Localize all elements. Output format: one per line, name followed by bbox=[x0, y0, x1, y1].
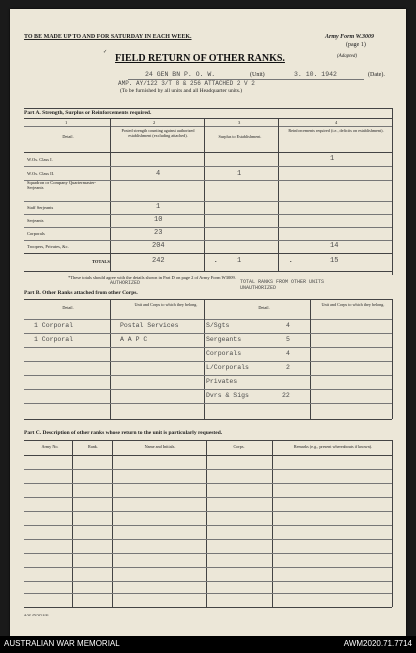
partb-col-detail-right: Detail. bbox=[258, 305, 270, 310]
totals-surplus: 1 bbox=[237, 257, 242, 265]
partc-col-armyno: Army No. bbox=[41, 444, 59, 449]
footer-right: AWM2020.71.7714 bbox=[343, 639, 412, 648]
furnished-note: (To be furnished by all units and all Headquarter units.) bbox=[120, 88, 243, 94]
handwritten-mark: ✓ bbox=[103, 50, 108, 55]
unit-value: 24 GEN BN P. O. W. bbox=[145, 71, 216, 78]
partc-col-name: Name and Initials. bbox=[144, 444, 176, 449]
partc-col-corps: Corps. bbox=[233, 444, 245, 449]
row-posted: 204 bbox=[152, 242, 165, 250]
form-page bbox=[10, 9, 406, 636]
partc-col-rank: Rank. bbox=[88, 444, 98, 449]
partc-title: Part C. Description of other ranks whose return to the unit is particularly requested. bbox=[24, 430, 223, 436]
row-detail: Corporals bbox=[27, 231, 45, 236]
partb-right-count: 4 bbox=[286, 350, 290, 357]
row-detail: Troopers, Privates, &c. bbox=[27, 244, 69, 249]
parta-col-detail: Detail. bbox=[62, 134, 74, 139]
date-value: 3. 10. 1942 bbox=[294, 71, 337, 78]
adapted-label: (Adapted) bbox=[337, 54, 357, 59]
amp-line: AMP. AY/122 3/T 8 & 256 ATTACHED 2 V 2 bbox=[118, 80, 255, 87]
col-num-4: 4 bbox=[335, 120, 338, 125]
partb-right-detail: L/Corporals bbox=[206, 364, 249, 371]
partb-right-count: 5 bbox=[286, 336, 290, 343]
archive-footer bbox=[0, 636, 416, 653]
top-note: TO BE MADE UP TO AND FOR SATURDAY IN EACH WEEK. bbox=[24, 34, 192, 40]
row-detail: W.Os. Class I. bbox=[27, 157, 53, 162]
date-label: (Date). bbox=[368, 72, 385, 78]
partb-right-count: 4 bbox=[286, 322, 290, 329]
row-posted: 10 bbox=[154, 216, 163, 224]
col-num-1: 1 bbox=[65, 120, 68, 125]
form-page: (page 1) bbox=[346, 42, 366, 48]
partb-left-unit: A A P C bbox=[120, 336, 148, 343]
form-name: Army Form W.3009 bbox=[325, 34, 374, 40]
row-detail: Squadron or Company Quartermaster-Serjeants bbox=[27, 180, 97, 190]
totals-posted: 242 bbox=[152, 257, 165, 265]
partb-col-unit-left: Unit and Corps to which they belong. bbox=[134, 302, 198, 307]
row-reinf: 14 bbox=[330, 242, 339, 250]
partb-right-count: 22 bbox=[282, 392, 290, 399]
partb-title: Part B. Other Ranks attached from other Corps. bbox=[24, 290, 138, 296]
partb-right-detail: Dvrs & Sigs bbox=[206, 392, 249, 399]
totals-reinf: 15 bbox=[330, 257, 339, 265]
partb-right-detail: Sergeants bbox=[206, 336, 242, 343]
parta-col-reinf: Reinforcements required (i.e., deficits on establishment). bbox=[288, 128, 384, 133]
row-surplus: 1 bbox=[237, 170, 242, 178]
totals-note: *These totals should agree with the details shown in Part D on page 2 of Army Form W3009. bbox=[68, 275, 236, 280]
unauthorized-note: TOTAL RANKS FROM OTHER UNITS UNAUTHORIZED bbox=[240, 279, 325, 291]
partb-right-detail: S/Sgts bbox=[206, 322, 230, 329]
asterisk-mark: • bbox=[215, 259, 217, 264]
unit-label: (Unit) bbox=[250, 72, 265, 78]
col-num-3: 3 bbox=[238, 120, 241, 125]
row-detail: Staff Serjeants bbox=[27, 205, 54, 210]
row-detail: Serjeants bbox=[27, 218, 44, 223]
footer-left: AUSTRALIAN WAR MEMORIAL bbox=[4, 639, 120, 648]
row-detail: W.Os. Class II. bbox=[27, 171, 55, 176]
parta-title: Part A. Strength, Surplus or Reinforcements required. bbox=[24, 110, 152, 116]
partb-right-detail: Corporals bbox=[206, 350, 242, 357]
row-posted: 23 bbox=[154, 229, 163, 237]
partb-col-unit-right: Unit and Corps to which they belong. bbox=[321, 302, 385, 307]
partb-right-count: 2 bbox=[286, 364, 290, 371]
parta-col-surplus: Surplus to Establishment. bbox=[218, 134, 262, 139]
partb-right-detail: Privates bbox=[206, 378, 238, 385]
form-title: FIELD RETURN OF OTHER RANKS. bbox=[115, 53, 285, 64]
partb-left-unit: Postal Services bbox=[120, 322, 179, 329]
row-posted: 4 bbox=[156, 170, 161, 178]
authorized-label: AUTHORIZED bbox=[110, 280, 141, 286]
print-code: A.W. 25t Wt 2/41 bbox=[24, 613, 49, 617]
asterisk-mark: • bbox=[290, 259, 292, 264]
partb-left-detail: 1 Corporal bbox=[34, 322, 74, 329]
partb-col-detail-left: Detail. bbox=[62, 305, 74, 310]
row-reinf: 1 bbox=[330, 155, 335, 163]
partc-col-remarks: Remarks (e.g., present whereabouts if known). bbox=[293, 444, 373, 449]
row-posted: 1 bbox=[156, 203, 161, 211]
col-num-2: 2 bbox=[153, 120, 156, 125]
partb-left-detail: 1 Corporal bbox=[34, 336, 74, 343]
totals-label: TOTALS bbox=[92, 259, 110, 264]
parta-col-posted: Posted strength counting against authorized establishment (excluding attached). bbox=[121, 128, 195, 138]
